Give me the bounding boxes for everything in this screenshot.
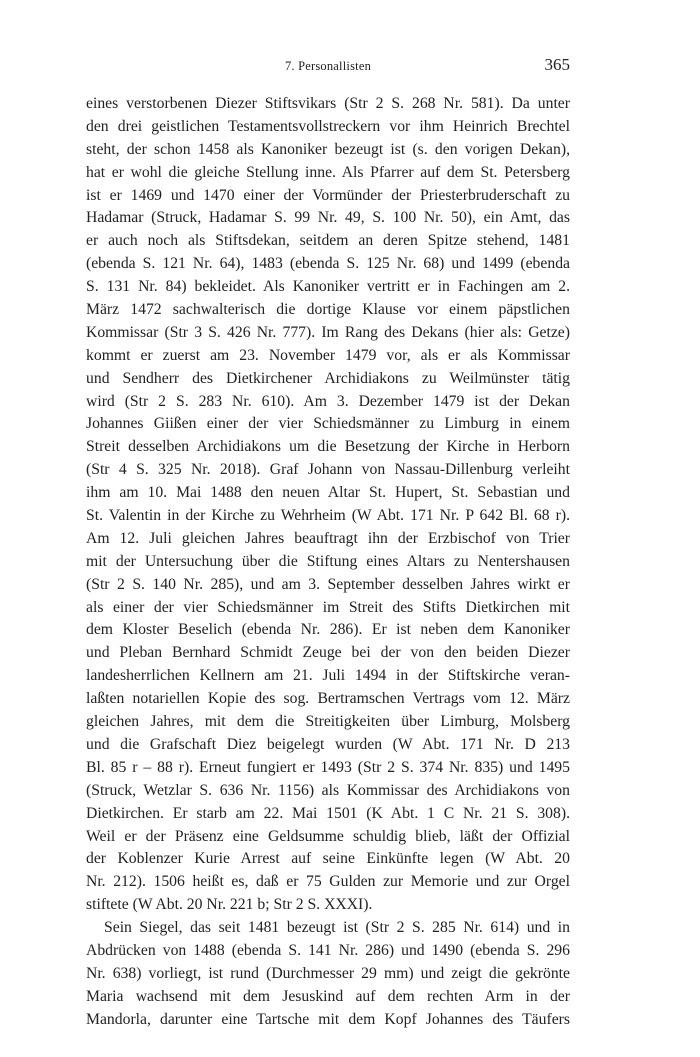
text-line: landesherrlichen Kellnern am 21. Juli 1494 in der Stiftskirche veran- — [86, 667, 570, 685]
text-line: mit der Untersuchung über die Stiftung eines Altars zu Nentershausen — [86, 552, 570, 570]
text-line: ihm am 10. Mai 1488 den neuen Altar St. Hupert, St. Sebastian und — [86, 484, 570, 502]
text-line: Maria wachsend mit dem Jesuskind auf dem rechten Arm in der — [86, 987, 570, 1005]
text-line: eines verstorbenen Diezer Stiftsvikars (Str 2 S. 268 Nr. 581). Da unter — [86, 95, 570, 112]
text-line: gleichen Jahres, mit dem die Streitigkeiten über Limburg, Molsberg — [86, 713, 570, 731]
text-line: steht, der schon 1458 als Kanoniker bezeugt ist (s. den vorigen Dekan), — [86, 140, 570, 158]
page-number: 365 — [544, 55, 570, 74]
text-line: Mandorla, darunter eine Tartsche mit dem Kopf Johannes des Täufers — [86, 1010, 570, 1028]
text-line: stiftete (W Abt. 20 Nr. 221 b; Str 2 S. XXXI). — [86, 896, 373, 914]
text-line: wird (Str 2 S. 283 Nr. 610). Am 3. Dezember 1479 ist der Dekan — [86, 392, 570, 410]
text-line: Johannes Giißen einer der vier Schiedsmänner zu Limburg in einem — [86, 415, 570, 433]
text-line: als einer der vier Schiedsmänner im Streit des Stifts Dietkirchen mit — [86, 598, 570, 616]
text-line: (Str 4 S. 325 Nr. 2018). Graf Johann von Nassau-Dillenburg verleiht — [86, 461, 570, 479]
text-line: Am 12. Juli gleichen Jahres beauftragt ihn der Erzbischof von Trier — [86, 529, 570, 547]
text-line: (Struck, Wetzlar S. 636 Nr. 1156) als Kommissar des Archidiakons von — [86, 781, 570, 799]
text-line: S. 131 Nr. 84) bekleidet. Als Kanoniker vertritt er in Fachingen am 2. — [86, 278, 570, 296]
text-line: Nr. 212). 1506 heißt es, daß er 75 Gulden zur Memorie und zur Orgel — [86, 873, 570, 891]
text-line: Dietkirchen. Er starb am 22. Mai 1501 (K Abt. 1 C Nr. 21 S. 308). — [86, 804, 570, 822]
text-line: Sein Siegel, das seit 1481 bezeugt ist (Str 2 S. 285 Nr. 614) und in — [104, 919, 570, 937]
text-line: hat er wohl die gleiche Stellung inne. Als Pfarrer auf dem St. Petersberg — [86, 163, 570, 181]
text-line: laßten notariellen Kopie des sog. Bertramschen Vertrags vom 12. März — [86, 690, 570, 708]
text-line: der Koblenzer Kurie Arrest auf seine Einkünfte legen (W Abt. 20 — [86, 850, 570, 868]
text-line: St. Valentin in der Kirche zu Wehrheim (W Abt. 171 Nr. P 642 Bl. 68 r). — [86, 507, 570, 525]
text-line: Weil er der Präsenz eine Geldsumme schuldig blieb, läßt der Offizial — [86, 827, 570, 845]
text-line: Abdrücken von 1488 (ebenda S. 141 Nr. 286) und 1490 (ebenda S. 296 — [86, 941, 570, 959]
text-line: März 1472 sachwalterisch die dortige Klause vor einem päpstlichen — [86, 301, 570, 319]
text-line: kommt er zuerst am 23. November 1479 vor, als er als Kommissar — [86, 346, 570, 364]
running-head: 7. Personallisten — [284, 59, 372, 73]
text-line: und Pleban Bernhard Schmidt Zeuge bei der von den beiden Diezer — [86, 644, 570, 662]
text-line: (ebenda S. 121 Nr. 64), 1483 (ebenda S. 125 Nr. 68) und 1499 (ebenda — [86, 255, 570, 273]
body-text — [86, 93, 570, 1032]
text-line: er auch noch als Stiftsdekan, seitdem an deren Spitze stehend, 1481 — [86, 232, 570, 250]
text-line: und die Grafschaft Diez beigelegt wurden (W Abt. 171 Nr. D 213 — [86, 735, 570, 753]
text-line: dem Kloster Beselich (ebenda Nr. 286). Er ist neben dem Kanoniker — [86, 621, 570, 639]
text-line: Nr. 638) vorliegt, ist rund (Durchmesser 29 mm) und zeigt die gekrönte — [86, 964, 570, 982]
text-line: Hadamar (Struck, Hadamar S. 99 Nr. 49, S. 100 Nr. 50), ein Amt, das — [86, 209, 570, 227]
text-line: ist er 1469 und 1470 einer der Vormünder der Priesterbruderschaft zu — [86, 186, 570, 204]
text-line: und Sendherr des Dietkirchener Archidiakons zu Weilmünster tätig — [86, 369, 570, 387]
text-line: Streit desselben Archidiakons um die Besetzung der Kirche in Herborn — [86, 438, 570, 456]
text-line: Kommissar (Str 3 S. 426 Nr. 777). Im Rang des Dekans (hier als: Getze) — [86, 323, 570, 341]
page-header — [86, 56, 570, 78]
text-line: den drei geistlichen Testamentsvollstreckern vor ihm Heinrich Brechtel — [86, 117, 570, 135]
text-line: Bl. 85 r – 88 r). Erneut fungiert er 1493 (Str 2 S. 374 Nr. 835) und 1495 — [86, 758, 570, 776]
text-line: (Str 2 S. 140 Nr. 285), und am 3. September desselben Jahres wirkt er — [86, 575, 570, 593]
